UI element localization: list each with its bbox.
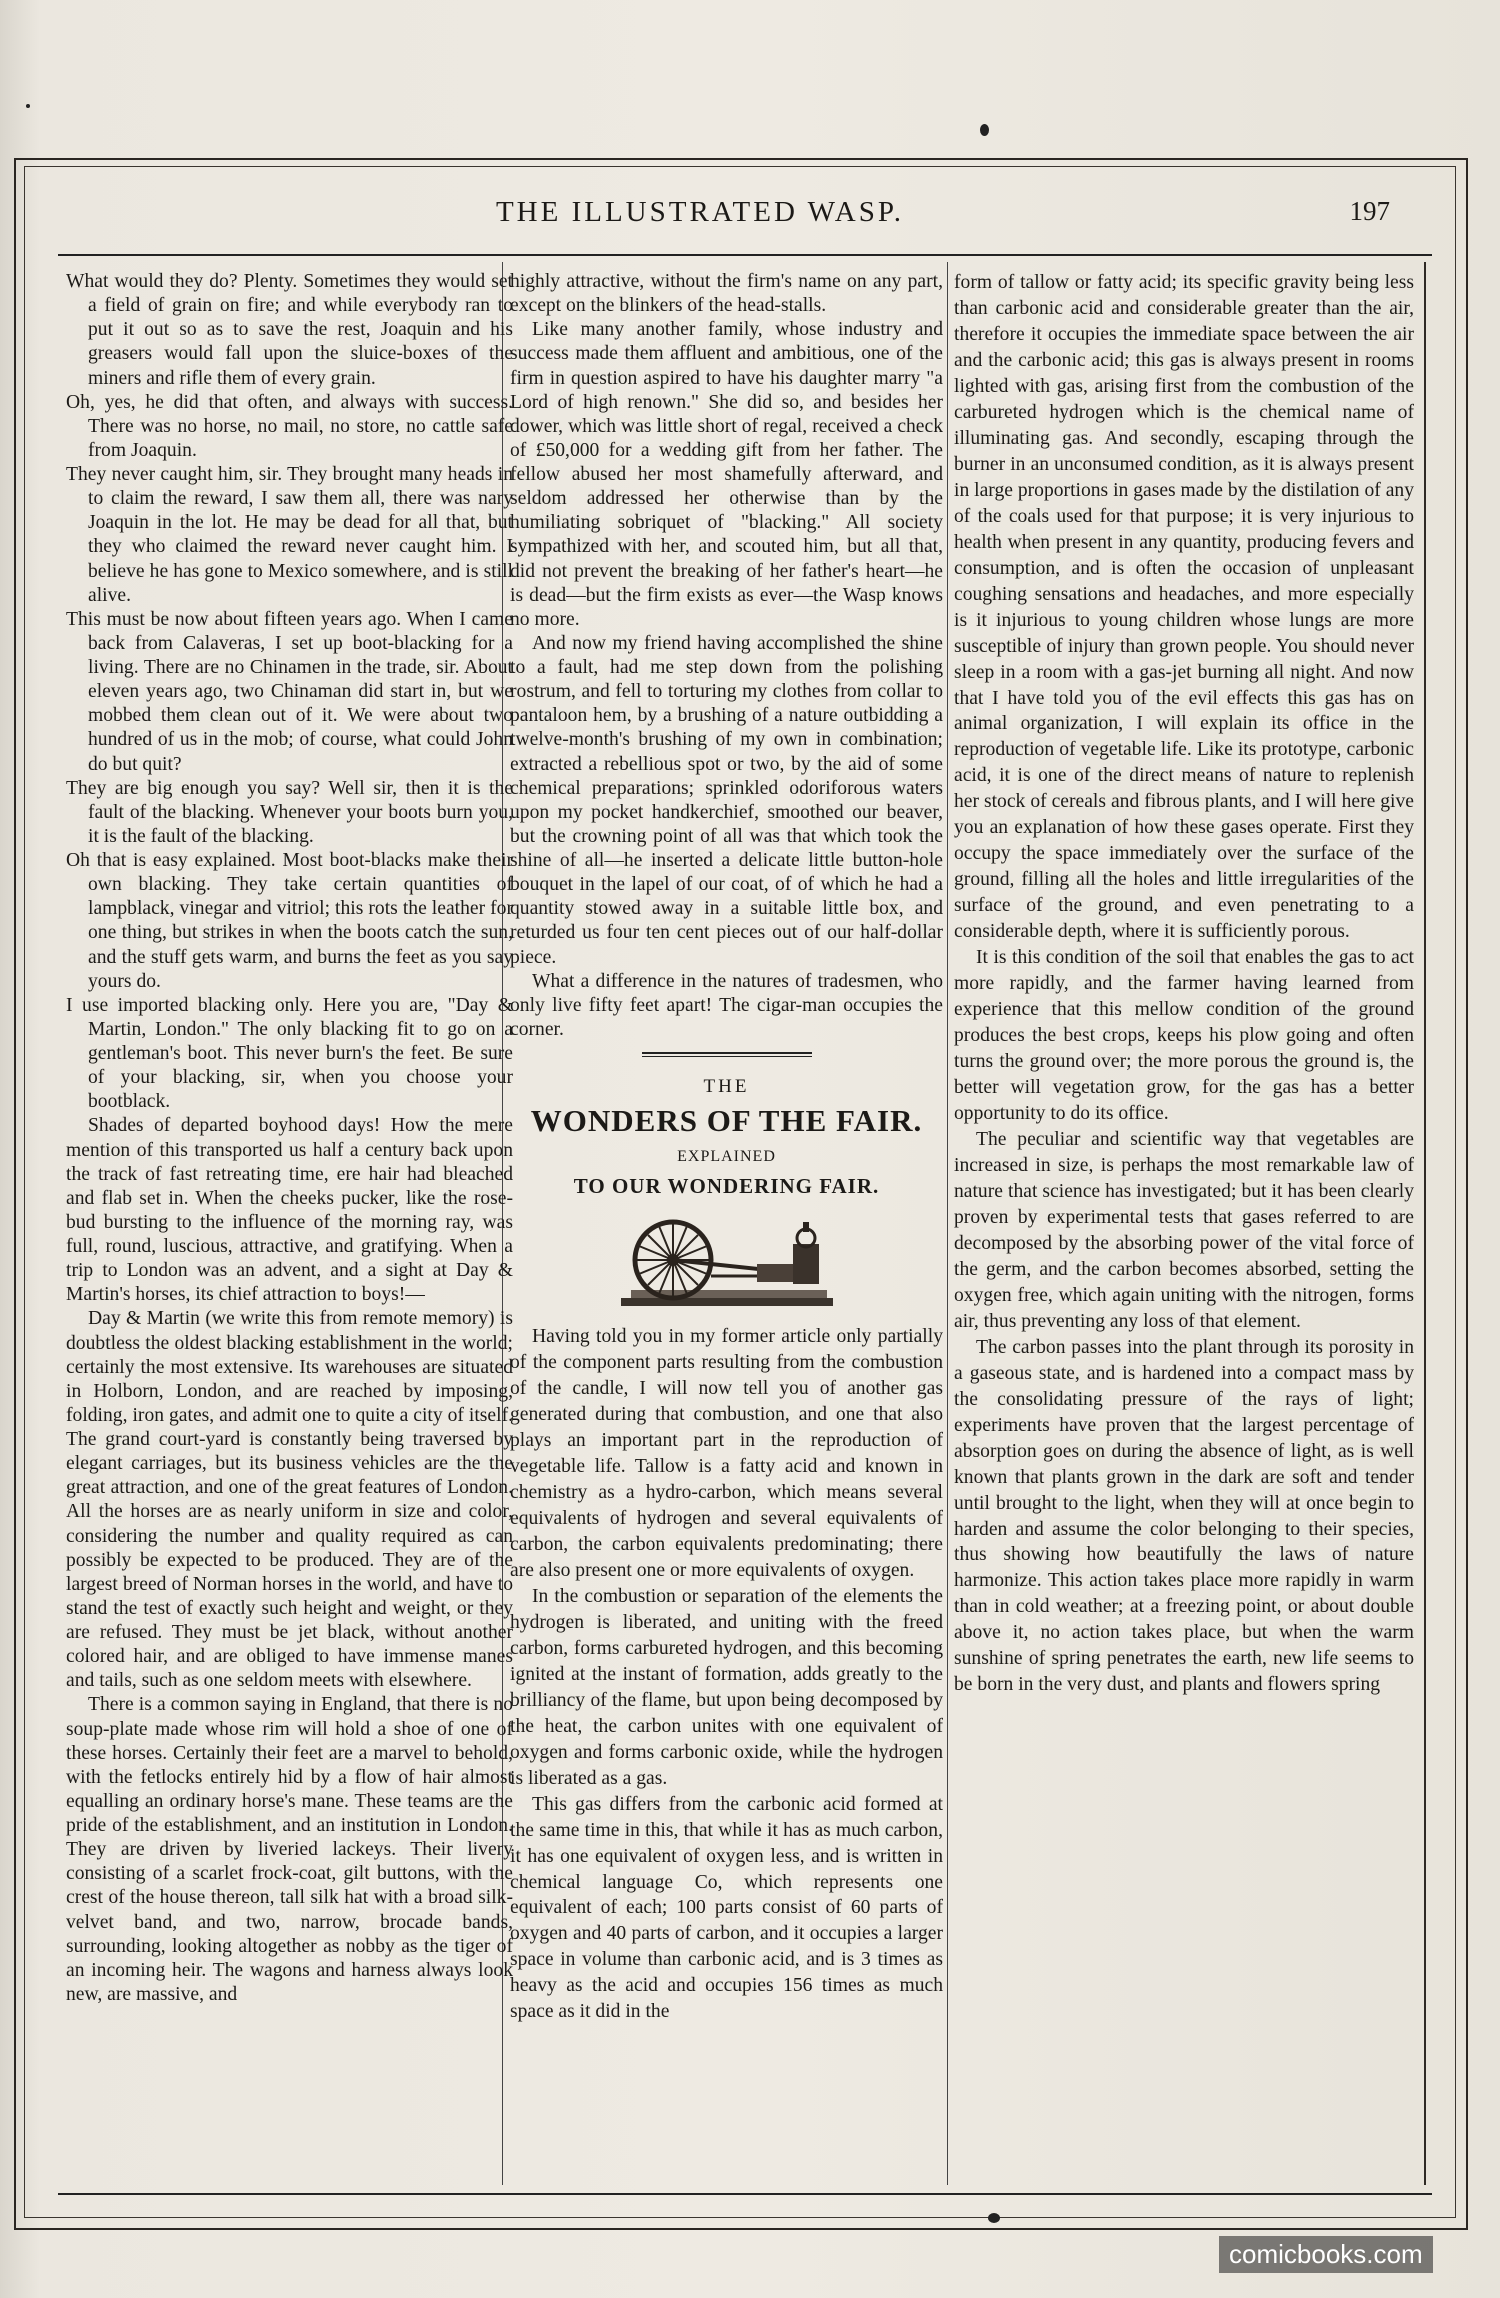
paragraph: This gas differs from the carbonic acid formed at the same time in this, that while it has as much carbon, it has one equivalent of oxygen less, and is written in chemical language Co, which represents one equivalent of each; 100 parts consist of 60 parts of oxygen and 40 parts of carbon, and it occupies a larger space in volume than carbonic acid, and is 3 times as heavy as the acid and occupies 156 times as much space as it did in the [510, 1793, 943, 2023]
paragraph: They never caught him, sir. They brought many heads in to claim the reward, I saw them all, there was nary Joaquin in the lot. He may be dead for all that, but they who claimed the reward never caught him. I believe he has gone to Mexico somewhere, and is still alive. [66, 464, 513, 606]
column-3 [954, 270, 1414, 2180]
paragraph: It is this condition of the soil that enables the gas to act more rapidly, and the farmer having learned from experience that this mellow condition of the ground produces the best crops, keeps his plow going and often turns the ground over; the more porous the ground is, the better will vegetation grow, for the gas has a better opportunity to do its office. [954, 947, 1414, 1124]
page-number: 197 [1349, 196, 1390, 226]
paragraph: Having told you in my former article only partially of the component parts resulting from the combustion of the candle, I will now tell you of another gas generated during that combustion, and one that also plays an important part in the reproduction of vegetable life. Tallow is a fatty acid and known in chemistry as a hydro-carbon, which means several equivalents of hydrogen and several equivalents of carbon, the carbon equivalents predominating; there are also present one or more equivalents of oxygen. [510, 1326, 943, 1581]
paragraph: Day & Martin (we write this from remote memory) is doubtless the oldest blacking establishment in the world; certainly the most extensive. Its warehouses are situated in Holborn, London, and are reached by imposing, folding, iron gates, and admit one to quite a city of itself. The grand court-yard is constantly being traversed by elegant carriages, but its business vehicles are the the great attraction, and one of the great features of London. All the horses are as nearly uniform in size and color, considering the number and quality required as can possibly be expected to be produced. They are of the largest breed of Norman horses in the world, and have to stand the test of exactly such height and weight, or they are refused. They must be jet black, without another colored hair, and are obliged to have immense manes and tails, such as one seldom meets with elsewhere. [66, 1308, 513, 1692]
column-1 [66, 270, 513, 2180]
paragraph: The peculiar and scientific way that vegetables are increased in size, is perhaps the most remarkable law of nature that science has investigated; but it has been clearly proven by experimental tests that gases referred to are decomposed by the absorbing power of the vital force of the germ, and the carbon becomes absorbed, setting the oxygen free, which again uniting with the nitrogen, forms air, thus preventing any loss of that element. [954, 1128, 1414, 1332]
article-subhead: EXPLAINED [677, 1147, 776, 1165]
paragraph: form of tallow or fatty acid; its specific gravity being less than carbonic acid and considerable greater than the air, therefore it occupies the immediate space between the air and the carbonic acid; this gas is always present in rooms lighted with gas, arising first from the combustion of the carbureted hydrogen which is the chemical name of illuminating gas. And secondly, escaping through the burner in an unconsumed condition, as it is always present in large proportions in gases made by the distilation of any of the coals used for that purpose; it is very injurious to health when present in any quantity, producing fevers and consumption, and is often the occasion of unpleasant coughing sensations and headaches, and more especially is it injurious to young children whose lungs are more susceptible of injury than grown people. You should never sleep in a room with a gas-jet burning all night. And now that I have told you of the evil effects this gas has on animal organization, I will explain its office in the reproduction of vegetable life. Like its prototype, carbonic acid, it is one of the direct means of nature to replenish her stock of cereals and fibrous plants, and I will here give you an explanation of how these gases operate. First they occupy the space immediately over the surface of the ground, filling all the holes and little irregularities of the surface of the ground, and even penetrating to a considerable depth, where it is sufficiently porous. [954, 272, 1414, 943]
paragraph: Shades of departed boyhood days! How the mere mention of this transported us half a century back upon the track of fast retreating time, ere hair had bleached and flab set in. When the cheeks pucker, like the rose-bud bursting to the influence of the morning ray, was full, round, luscious, attractive, and gratifying. When a trip to London was an advent, and a sight at Day & Martin's horses, its chief attraction to boys!— [66, 1115, 513, 1306]
section-divider [642, 1052, 812, 1057]
paragraph: In the combustion or separation of the elements the hydrogen is liberated, and uniting with the freed carbon, forms carbureted hydrogen, and this becoming ignited at the instant of formation, adds greatly to the brilliancy of the flame, but upon being decomposed by the heat, the carbon unites with one equivalent of oxygen and forms carbonic oxide, while the hydrogen is liberated as a gas. [510, 1585, 943, 1789]
paragraph: They are big enough you say? Well sir, then it is the fault of the blacking. Whenever your boots burn you, it is the fault of the blacking. [66, 777, 513, 847]
column-divider [1424, 262, 1426, 2185]
column-2 [510, 270, 943, 2180]
paragraph: And now my friend having accomplished the shine to a fault, had me step down from the polishing rostrum, and fell to torturing my clothes from collar to pantaloon hem, by a brushing of a nature outbidding a twelve-month's brushing of my own in combination; extracted a rebellious spot or two, by the aid of some chemical preparations; sprinkled odoriforous waters upon my pocket handkerchief, smoothed our beaver, but the crowning point of all was that which took the shine of all—he inserted a delicate little button-hole bouquet in the lapel of our coat, of of which he had a quantity stowed away in a suitable little box, and returded us four ten cent pieces out of our half-dollar piece. [510, 632, 943, 968]
masthead-title: THE ILLUSTRATED WASP. [495, 196, 905, 228]
article-kicker: THE [703, 1076, 750, 1097]
paragraph: What would they do? Plenty. Sometimes they would set a field of grain on fire; and while everybody ran to put it out so as to save the rest, Joaquin and his greasers would fall upon the sluice-boxes of the miners and rifle them of every grain. [66, 271, 513, 389]
article-headline: WONDERS OF THE FAIR. [530, 1103, 923, 1139]
paragraph: Oh, yes, he did that often, and always with success. There was no horse, no mail, no store, no cattle safe from Joaquin. [66, 391, 513, 461]
paragraph: What a difference in the natures of tradesmen, who only live fifty feet apart! The cigar-man occupies the corner. [510, 970, 943, 1040]
ink-speck [980, 124, 989, 136]
article-subhead-2: TO OUR WONDERING FAIR. [573, 1174, 880, 1199]
paragraph: I use imported blacking only. Here you are, "Day & Martin, London." The only blacking fit to go on a gentleman's boot. This never burn's the feet. Be sure of your blacking, sir, when you choose your bootblack. [66, 994, 513, 1113]
engine-engraving-icon [607, 1214, 847, 1314]
header-rule [58, 254, 1432, 256]
paragraph: There is a common saying in England, that there is no soup-plate made whose rim will hold a shoe of one of these horses. Certainly their feet are a marvel to behold, with the fetlocks entirely hid by a flow of hair almost equalling an ordinary horse's mane. These teams are the pride of the establishment, and an institution in London. They are driven by liveried lackeys. Their livery consisting of a scarlet frock-coat, gilt buttons, with the crest of the house thereon, tall silk hat with a broad silk-velvet band, and two, narrow, brocade bands, surrounding, looking altogether as nobby as the tiger of an incoming heir. The wagons and harness always look new, are massive, and [66, 1694, 513, 2005]
ink-speck [26, 104, 30, 108]
column-divider [947, 262, 948, 2185]
paragraph: Oh that is easy explained. Most boot-blacks make their own blacking. They take certain quantities of lampblack, vinegar and vitriol; this rots the leather for one thing, but strikes in when the boots catch the sun, and the stuff gets warm, and burns the feet as you say yours do. [66, 850, 513, 992]
paragraph: The carbon passes into the plant through its porosity in a gaseous state, and is hardened into a compact mass by the consolidating pressure of the rays of light; experiments have proven that the largest percentage of absorption goes on during the absence of light, as is well known that plants grown in the dark are soft and tender until brought to the light, when they will at once begin to harden and assume the color belonging to their species, thus showing how beautifully the laws of nature harmonize. This action takes place more rapidly in warm than in cold weather; at a freezing point, or about double above it, no action takes place, but when the warm sunshine of spring penetrates the earth, new life seems to be born in the very dust, and plants and flowers spring [954, 1336, 1414, 1696]
footer-rule [58, 2193, 1432, 2195]
paragraph: This must be now about fifteen years ago. When I came back from Calaveras, I set up boot-blacking for a living. There are no Chinamen in the trade, sir. About eleven years ago, two Chinaman did start in, but we mobbed them clean out of it. We were about two hundred of us in the mob; of course, what could John do but quit? [66, 608, 513, 775]
watermark: comicbooks.com [1219, 2236, 1433, 2273]
ink-speck [988, 2213, 1000, 2223]
paragraph: highly attractive, without the firm's name on any part, except on the blinkers of the head-stalls. [510, 271, 943, 317]
paragraph: Like many another family, whose industry and success made them affluent and ambitious, one of the firm in question aspired to have his daughter marry "a Lord of high renown." She did so, and besides her dower, which was little short of regal, received a check of £50,000 for a wedding gift from her father. The fellow abused her most shamefully afterward, and seldom addressed her otherwise than by the humiliating sobriquet of "blacking." All society sympathized with her, and scouted him, but all that, did not prevent the breaking of her father's heart—he is dead—but the firm exists as ever—the Wasp knows no more. [510, 319, 943, 630]
